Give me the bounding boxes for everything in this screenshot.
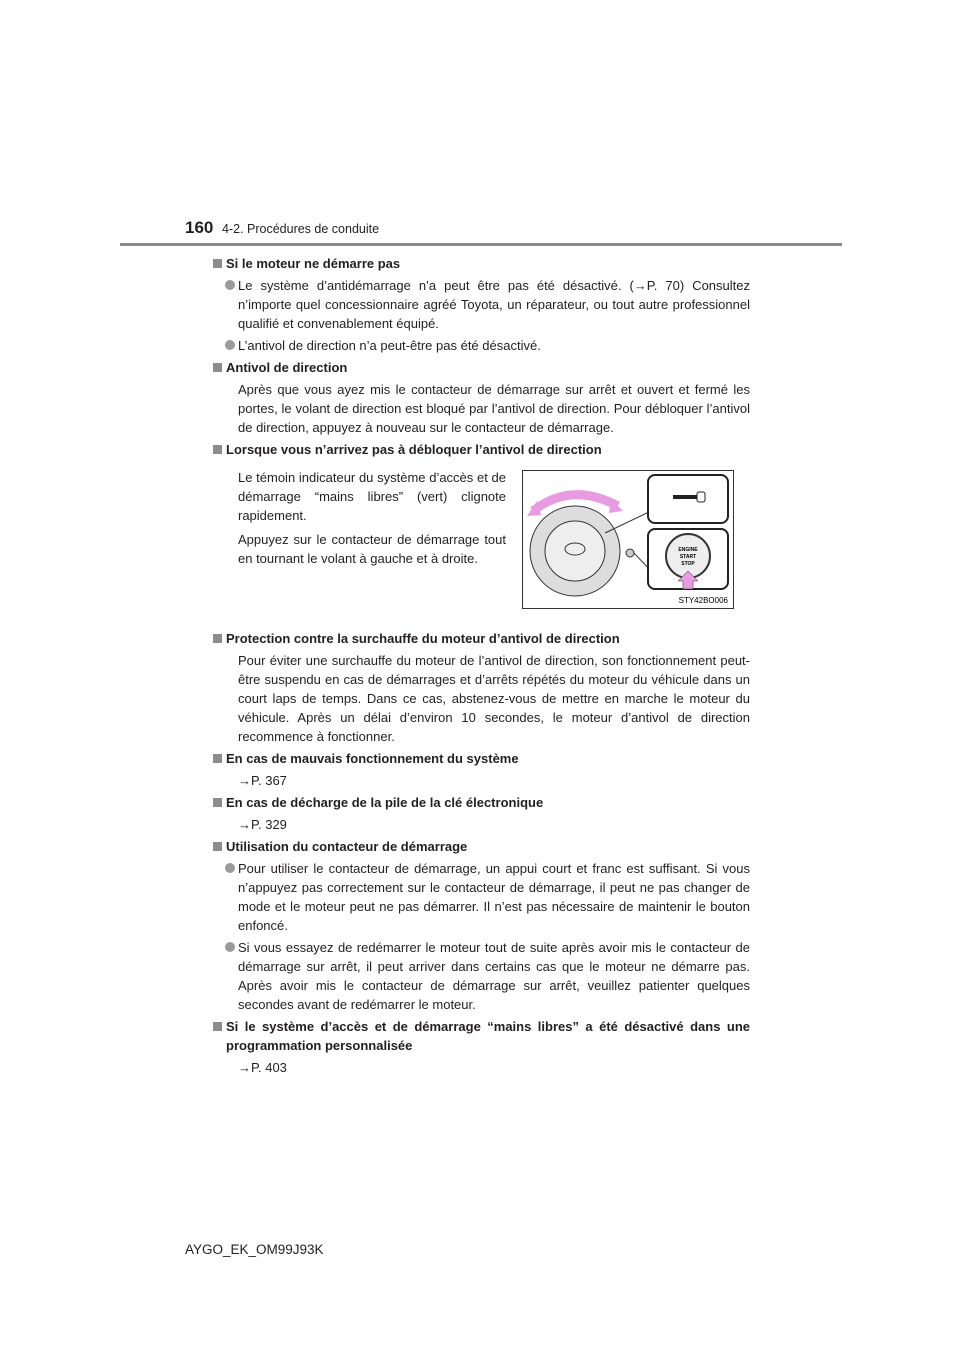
- page-reference: →P. 403: [238, 1060, 287, 1075]
- bullet: Si vous essayez de redémarrer le moteur tout de suite après avoir mis le contacteur de démarrage sur arrêt, il peut arriver dans certains cas que le moteur ne démarre pas. Après avoir mis le contacteur de démarrage sur arrêt, veuillez patienter quelques secondes avant de redémarrer le moteur.: [212, 938, 750, 1014]
- section-title: 4-2. Procédures de conduite: [222, 222, 380, 236]
- steering-lock-illustration: [522, 470, 734, 609]
- paragraph: Le témoin indicateur du système d’accès et de démarrage “mains libres” (vert) clignote rapidement.: [238, 470, 506, 523]
- heading: En cas de décharge de la pile de la clé électronique: [212, 793, 750, 812]
- paragraph: Appuyez sur le contacteur de démarrage tout en tournant le volant à gauche et à droite.: [238, 532, 506, 566]
- footer-code: AYGO_EK_OM99J93K: [185, 1242, 324, 1257]
- heading: Utilisation du contacteur de démarrage: [212, 837, 750, 856]
- page-number: 160: [185, 218, 214, 237]
- header-rule: [120, 243, 842, 246]
- bullet: Pour utiliser le contacteur de démarrage, un appui court et franc est suffisant. Si vous n’appuyez pas correctement sur le contacteur de démarrage, il peut ne pas changer de mode et le moteur peut ne pas démarrer. Il n’est pas nécessaire de maintenir le bouton enfoncé.: [212, 859, 750, 935]
- steering-wheel-icon: [523, 471, 733, 608]
- bullet: Le système d’antidémarrage n’a peut être pas été désactivé. (→P. 70) Consultez n’importe quel concessionnaire agréé Toyota, un réparateur, ou tout autre professionnel qualifié et convenablement équipé.: [212, 276, 750, 333]
- paragraph: Après que vous ayez mis le contacteur de démarrage sur arrêt et ouvert et fermé les portes, le volant de direction est bloqué par l’antivol de direction. Pour débloquer l’antivol de direction, appuyez à nouveau sur le contacteur de démarrage.: [238, 382, 750, 435]
- paragraph: Pour éviter une surchauffe du moteur de l’antivol de direction, son fonctionnement peut-être suspendu en cas de démarrages et d’arrêts répétés du moteur du véhicule dans un court laps de temps. Dans ce cas, abstenez-vous de mettre en marche le moteur du véhicule. Après un délai d’environ 10 secondes, le moteur d’antivol de direction recommence à fonctionner.: [238, 653, 750, 744]
- heading: Protection contre la surchauffe du moteur d’antivol de direction: [212, 629, 750, 648]
- heading: Si le système d’accès et de démarrage “mains libres” a été désactivé dans une programmation personnalisée: [212, 1017, 750, 1055]
- bullet: L’antivol de direction n’a peut-être pas été désactivé.: [212, 336, 750, 355]
- button-label: START: [679, 554, 697, 560]
- page-reference: →P. 329: [238, 817, 287, 832]
- button-label: STOP: [681, 561, 695, 567]
- page-reference: →P. 367: [238, 773, 287, 788]
- heading: En cas de mauvais fonctionnement du système: [212, 749, 750, 768]
- heading: Si le moteur ne démarre pas: [212, 254, 750, 273]
- button-label: ENGINE: [678, 547, 698, 553]
- heading: Lorsque vous n’arrivez pas à débloquer l’antivol de direction: [212, 440, 750, 459]
- content: [212, 254, 750, 1080]
- heading: Antivol de direction: [212, 358, 750, 377]
- figure-code: STY42BO006: [678, 596, 728, 605]
